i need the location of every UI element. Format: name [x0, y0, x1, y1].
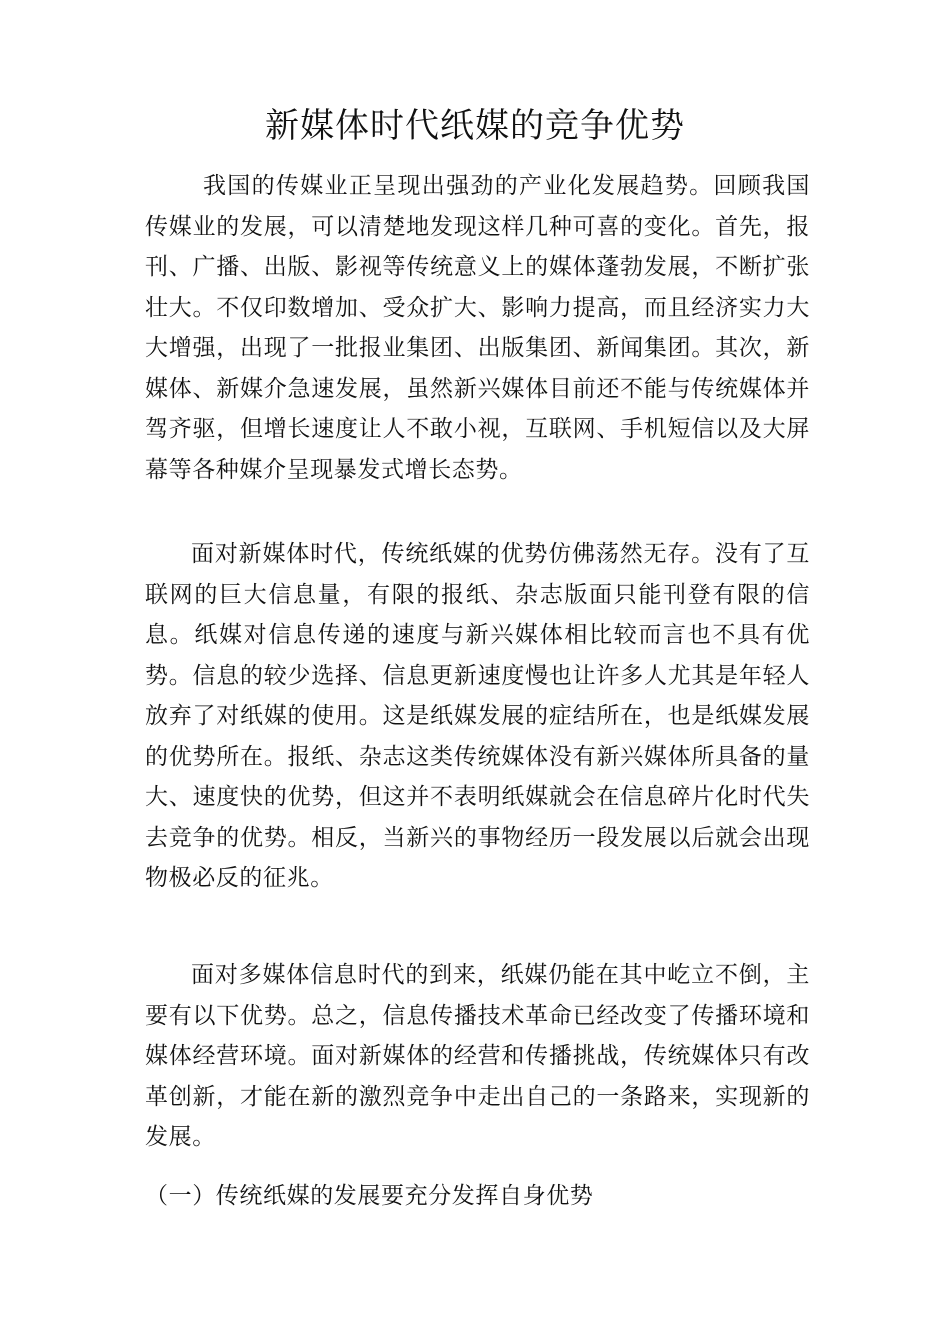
- paragraph-1: 我国的传媒业正呈现出强劲的产业化发展趋势。回顾我国传媒业的发展，可以清楚地发现这样几种可喜的变化。首先，报刊、广播、出版、影视等传统意义上的媒体蓬勃发展，不断扩张壮大。不仅印数增加、受众扩大、影响力提高，而且经济实力大大增强，出现了一批报业集团、出版集团、新闻集团。其次，新媒体、新媒介急速发展，虽然新兴媒体目前还不能与传统媒体并驾齐驱，但增长速度让人不敢小视，互联网、手机短信以及大屏幕等各种媒介呈现暴发式增长态势。: [145, 173, 810, 483]
- section-heading: （一）传统纸媒的发展要充分发挥自身优势: [145, 1183, 594, 1209]
- paragraph-2: 面对新媒体时代，传统纸媒的优势仿佛荡然无存。没有了互联网的巨大信息量，有限的报纸、杂志版面只能刊登有限的信息。纸媒对信息传递的速度与新兴媒体相比较而言也不具有优势。信息的较少选择、信息更新速度慢也让许多人尤其是年轻人放弃了对纸媒的使用。这是纸媒发展的症结所在，也是纸媒发展的优势所在。报纸、杂志这类传统媒体没有新兴媒体所具备的量大、速度快的优势，但这并不表明纸媒就会在信息碎片化时代失去竞争的优势。相反，当新兴的事物经历一段发展以后就会出现物极必反的征兆。: [145, 541, 810, 891]
- document-title: 新媒体时代纸媒的竞争优势: [265, 106, 685, 146]
- paragraph-3: 面对多媒体信息时代的到来，纸媒仍能在其中屹立不倒，主要有以下优势。总之，信息传播技术革命已经改变了传播环境和媒体经营环境。面对新媒体的经营和传播挑战，传统媒体只有改革创新，才能在新的激烈竞争中走出自己的一条路来，实现新的发展。: [145, 962, 810, 1150]
